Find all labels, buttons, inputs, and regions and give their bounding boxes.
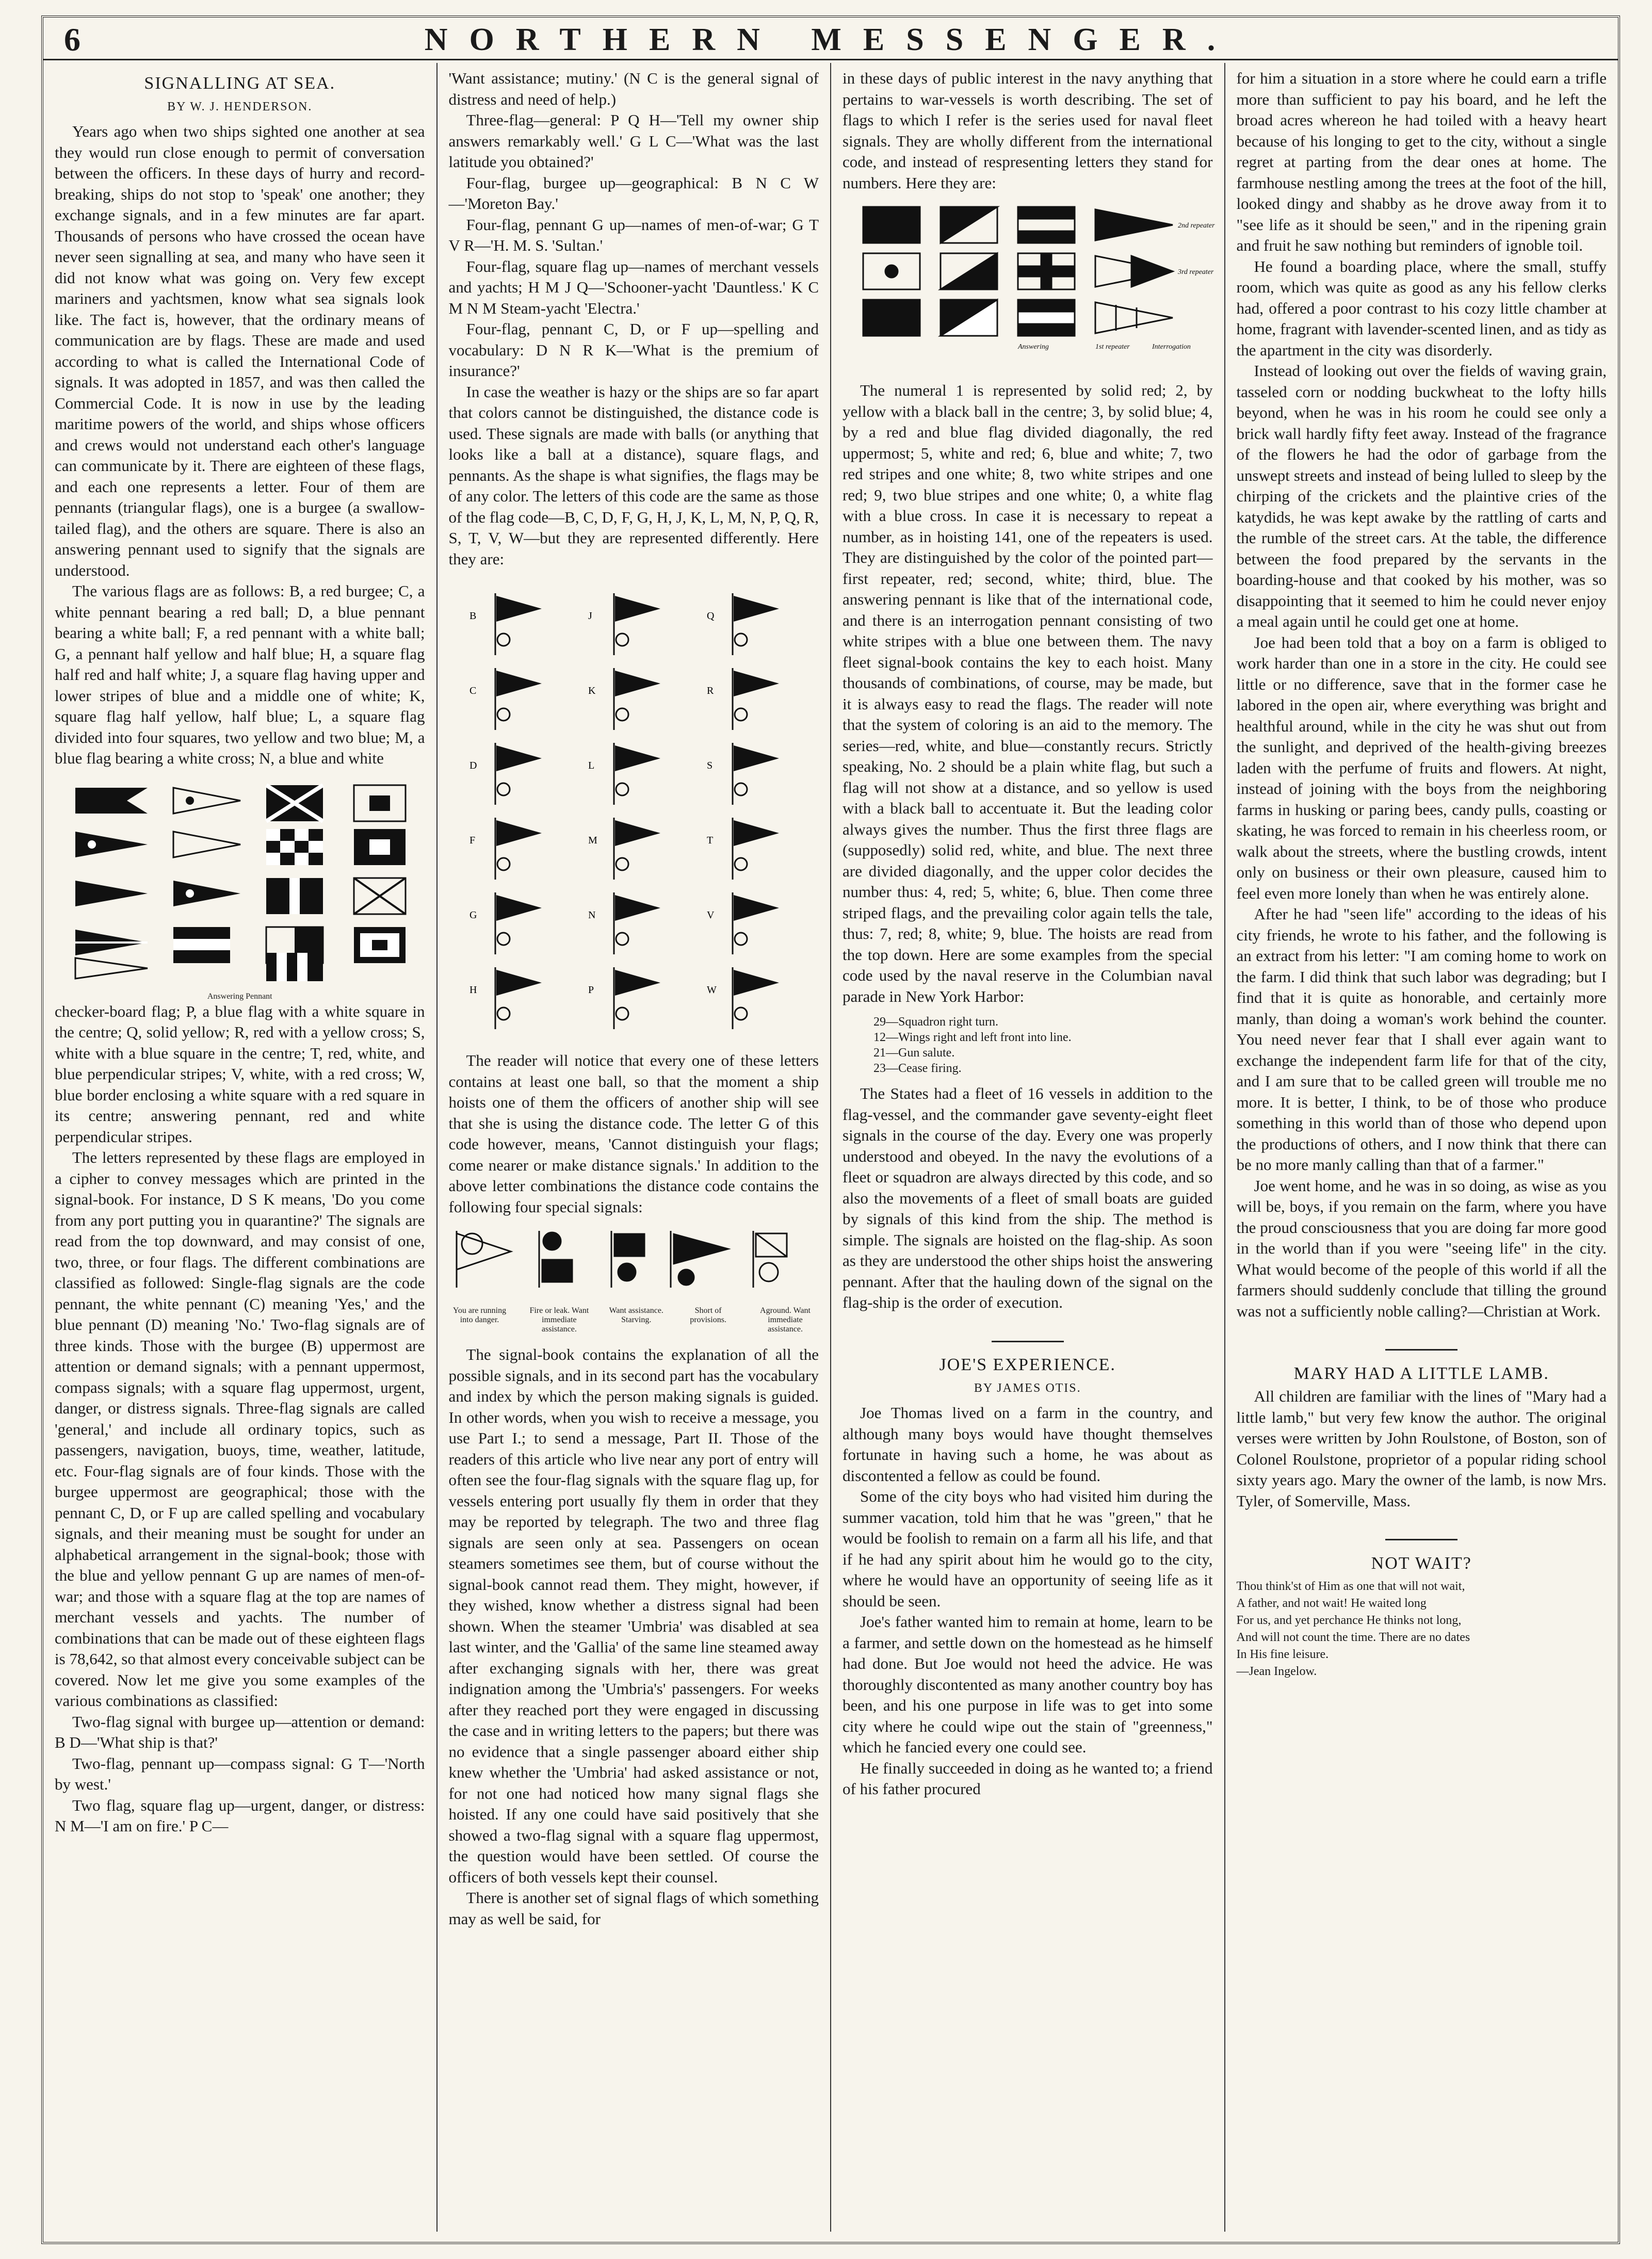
column-1 — [43, 63, 438, 2232]
signal-ball — [497, 708, 510, 721]
figure-caption: Aground. Want immediate assistance. — [760, 1306, 811, 1334]
figure-caption: You are running into danger. — [452, 1306, 507, 1324]
distance-letter: P — [588, 984, 594, 996]
signal-pennant — [734, 820, 779, 846]
article-title: SIGNALLING AT SEA. — [144, 74, 336, 93]
flag-label: 3rd repeater — [1178, 268, 1214, 276]
distance-letter: F — [469, 835, 475, 846]
figure-caption: Short of provisions. — [690, 1306, 726, 1324]
distance-letter: L — [588, 760, 594, 771]
paragraph: Joe Thomas lived on a farm in the country, and although many boys would have thought themselves fortunate in having such a home, he was about as discontented a fellow as could be found. — [843, 1404, 1213, 1485]
paragraph: Two flag, square flag up—urgent, danger, or distress: N M—'I am on fire.' P C— — [55, 1796, 425, 1835]
paragraph: He finally succeeded in doing as he wanted to; a friend of his father procured — [843, 1759, 1213, 1798]
paragraph: in these days of public interest in the navy anything that pertains to war-vessels is worth describing. The set of flags to which I refer is the series used for naval fleet signals. They are wholly different from the international code, and instead of respresenting letters they stand for numbers. Here they are: — [843, 69, 1213, 192]
signal-ball — [735, 783, 747, 795]
signal-pennant — [734, 745, 779, 771]
column-2 — [438, 63, 832, 2232]
list-item: 12—Wings right and left front into line. — [873, 1031, 1072, 1044]
newspaper-page — [41, 15, 1620, 2244]
poem — [1237, 1578, 1607, 1680]
paper-title: NORTHERN MESSENGER. — [424, 22, 1237, 57]
signal-ball — [616, 708, 628, 721]
signal-ball — [616, 858, 628, 870]
signal-ball — [616, 933, 628, 945]
naval-flags-figure — [843, 202, 1215, 372]
signal-ball — [616, 633, 628, 646]
poem-line: And will not count the time. There are no dates — [1236, 1631, 1470, 1644]
repeater-1 — [1095, 209, 1173, 240]
distance-letter: V — [706, 909, 714, 921]
column-4 — [1225, 63, 1618, 2232]
section-divider — [1237, 1335, 1607, 1356]
signal-ball — [497, 933, 510, 945]
signal-pennant — [734, 970, 779, 996]
signal-pennant — [734, 895, 779, 921]
international-flags-figure — [55, 777, 416, 984]
signal-ball — [497, 783, 510, 795]
distance-code-figure — [449, 578, 810, 1042]
signal-pennant — [615, 596, 660, 622]
poem-line: —Jean Ingelow. — [1236, 1665, 1317, 1678]
signal-pennant — [496, 596, 542, 622]
flag-label: Answering — [1018, 343, 1049, 351]
distance-letter: W — [706, 984, 717, 996]
section-divider — [1237, 1525, 1607, 1546]
pennant-flag — [173, 832, 240, 857]
paragraph: Joe had been told that a boy on a farm is obliged to work harder than one in a store in the city. He could see little or no difference, save that in the former case he labored in the open air, where everything was bright and healthful around, while in the city he was shut out from the sunlight, and deprived of the health-giving breezes laden with the perfume of fruits and flowers. At night, instead of joining with the boys from the neighboring farms in husking or paring bees, candy pulls, coasting or skating, he was forced to remain in his cheerless room, or walk about the streets, where the bustling crowds, intent only on business or their own pleasure, caused him to feel even more lonely than when he was entirely alone. — [1236, 633, 1607, 902]
paragraph: All children are familiar with the lines of "Mary had a little lamb," but very few know the author. The original verses were written by John Roulstone, of Boston, son of Colonel Roulstone, proprietor of a popular riding school sixty years ago. Mary the owner of the lamb, is now Mrs. Tyler, of Somerville, Mass. — [1236, 1387, 1607, 1510]
signal-ball — [616, 1007, 628, 1020]
flag-row-4 — [75, 927, 406, 963]
list-item: 29—Squadron right turn. — [873, 1015, 998, 1029]
paragraph: The numeral 1 is represented by solid red; 2, by yellow with a black ball in the centre; 3, by solid blue; 4, by a red and blue flag divided diagonally, the red uppermost; 5, white and red; 6, blue and white; 7, two red stripes and one white; 8, two white stripes and one red; 9, two blue stripes and one white; 0, a white flag with a blue cross. In case it is necessary to repeat a number, as in hoisting 141, one of the repeaters is used. They are distinguished by the color of the pointed part—first repeater, red; second, white; third, blue. The answering pennant is like that of the international code, and there is an interrogation pennant consisting of two white stripes with a blue one between them. The navy fleet signal-book contains the key to each hoist. Many thousands of combinations, of course, may be made, but it is always easy to read the flags. The reader will note that the system of coloring is an aid to the memory. The series—red, white, and blue—constantly recurs. Strictly speaking, No. 2 should be a plain white flag, but such a flag will not show at a distance, and so yellow is used with a black ball to accentuate it. But the leading color always gives the number. Thus the first three flags are (supposedly) solid red, white, and blue. The next three are divided diagonally, and the upper color decides the number thus: 4, red; 5, white; 6, blue. Then come three striped flags, and the prevailing color again tells the tale, thus: 7, red; 8, white; 9, blue. The hoists are read from the top down. Here are some examples from the special code used by the naval reserve in the Columbian naval parade in New York Harbor: — [843, 381, 1213, 1005]
signal-pennant — [496, 820, 542, 846]
paragraph: Four-flag, burgee up—geographical: B N C W—'Moreton Bay.' — [448, 173, 819, 213]
pennant-flag — [75, 881, 148, 906]
distance-letter: T — [706, 835, 713, 846]
signal-pennant — [496, 970, 542, 996]
square-flag — [266, 953, 323, 981]
paragraph: Four-flag, pennant G up—names of men-of-war; G T V R—'H. M. S. 'Sultan.' — [448, 215, 819, 254]
paragraph: Joe went home, and he was in so doing, as wise as you will be, boys, if you remain on the farm, where you have the proud consciousness that you are doing far more good in the world than if you were "seeing life" in the city. What would become of the people of this world if all the farmers should suddenly conclude that tilling the ground was not a sufficiently noble calling?—Christian at Work. — [1236, 1176, 1607, 1320]
columns — [43, 63, 1618, 2232]
paragraph: Two-flag signal with burgee up—attention or demand: B D—'What ship is that?' — [55, 1712, 425, 1751]
signal-ball — [497, 633, 510, 646]
paragraph: There is another set of signal flags of which something may as well be said, for — [448, 1889, 819, 1928]
burgee-flag — [75, 788, 148, 814]
article-byline: BY W. J. HENDERSON. — [167, 100, 313, 113]
paragraph: checker-board flag; P, a blue flag with a white square in the centre; Q, solid yellow; R, red with a yellow cross; S, white with a blue square in the centre; T, red, white, and blue perpendicular stripes; V, white, with a red cross; W, blue border enclosing a white square with a red square in its centre; answering pennant, red and white perpendicular stripes. — [55, 1002, 425, 1146]
masthead — [43, 18, 1618, 60]
figure-captions-row — [449, 1306, 819, 1334]
flag-row-3 — [75, 878, 406, 914]
pennant-flag — [75, 832, 148, 857]
distance-letter: C — [469, 685, 476, 696]
pennant-ball — [186, 797, 194, 805]
pennant-flag — [173, 881, 240, 906]
paragraph: The States had a fleet of 16 vessels in addition to the flag-vessel, and the commander gave seventy-eight fleet signals in the course of the day. Every one was properly understood and obeyed. In the navy the evolutions of a fleet or squadron are always directed by this code, and so also the movements of a fleet of small boats are guided by signals of this kind from the ship. The method is simple. The signals are hoisted on the flag-ship. As soon as they are understood the other ships hoist the answering pennant. After that the hauling down of the signal on the flag-ship is the order of execution. — [843, 1084, 1213, 1311]
distance-letter: J — [588, 610, 592, 622]
flag-1 — [863, 207, 920, 243]
signal-pennant — [496, 745, 542, 771]
flag-row-1 — [75, 785, 406, 821]
flag-3 — [863, 300, 920, 336]
page-number: 6 — [64, 21, 80, 58]
poem-line: In His fine leisure. — [1236, 1648, 1329, 1661]
list-item: 23—Cease firing. — [873, 1062, 962, 1075]
paragraph: The reader will notice that every one of these letters contains at least one ball, so that the moment a ship hoists one of them the officers of another ship will see that she is using the distance code. The letter G of this code however, means, 'Cannot distinguish your flags; come nearer or make distance signals.' In addition to the above letter combinations the distance code contains the following four special signals: — [448, 1051, 819, 1216]
paragraph: The letters represented by these flags are employed in a cipher to convey messages which are printed in the signal-book. For instance, D S K means, 'Do you come from any port putting you in quarantine?' The signals are read from the top downward, and may consist of one, two, three, or four flags. The different combinations are classified as followed: Single-flag signals are the code pennant, the white pennant (C) meaning 'Yes,' and the blue pennant (D) meaning 'No.' Two-flag signals are of three kinds. Those with the burgee (B) uppermost are attention or demand signals; with a pennant uppermost, compass signals; with a square flag uppermost, urgent, danger, or distress signals. Three-flag signals are called 'general,' and include all ordinary topics, such as passengers, navigation, buoys, time, weather, latitude, etc. Four-flag signals are of four kinds. Those with the burgee uppermost are geographical; those with the pennant C, D, or F up are called spelling and vocabulary signals, and their meaning must be sought for under an alphabetical arrangement in the signal-book; those with the blue and yellow pennant G up are names of men-of-war; and those with a square flag at the top are names of merchant vessels and yachts. The number of combinations that can be made out of these eighteen flags is 78,642, so that almost every conceivable subject can be covered. Now let me give you some examples of the various combinations as classified: — [55, 1148, 425, 1710]
paragraph: Instead of looking out over the fields of waving grain, tasseled corn or nodding buckwheat to the lofty hills beyond, when he was in his room he could see only a brick wall hardly fifty feet away. Instead of the fragrance of the flowers he had the odor of garbage from the unswept streets and instead of being lulled to sleep by the chirping of the crickets and the plaintive cries of the katydids, he was kept awake by the rattling of carts and the rumble of the street cars. At the table, the difference between the food prepared by the servants in the boarding-house and that cooked by his mother, was so disappointing that it seemed to him he could never enjoy a meal again until he could get one at home. — [1236, 362, 1607, 630]
list-item: 21—Gun salute. — [873, 1046, 955, 1060]
paragraph: He found a boarding place, where the small, stuffy room, which was quite as good as any his fellow clerks had, offered a poor contrast to his cozy little chamber at home, fragrant with lavender-scented linen, and as tidy as the apartment in the city was disorderly. — [1236, 257, 1607, 359]
paragraph: Three-flag—general: P Q H—'Tell my owner ship answers remarkably well.' G L C—'What was the last latitude you obtained?' — [448, 111, 819, 171]
signal-ball — [616, 783, 628, 795]
paragraph: Four-flag, pennant C, D, or F up—spelling and vocabulary: D N R K—'What is the premium of insurance?' — [448, 320, 819, 380]
section-divider — [843, 1327, 1213, 1348]
distance-letter: B — [469, 610, 476, 622]
article-title: MARY HAD A LITTLE LAMB. — [1293, 1363, 1549, 1383]
distance-letter: M — [588, 835, 597, 846]
paragraph: Some of the city boys who had visited him during the summer vacation, told him that he was "green," that he would be foolish to remain on a farm all his life, and that if he had any spirit about him he would go to the city, where he would have an opportunity of seeing life as it should be seen. — [843, 1487, 1213, 1610]
flag-label: 1st repeater — [1095, 343, 1130, 351]
signal-pennant — [615, 745, 660, 771]
distance-letter: D — [469, 760, 477, 771]
signal-pennant — [496, 671, 542, 696]
signal-pennant — [734, 596, 779, 622]
paragraph: 'Want assistance; mutiny.' (N C is the general signal of distress and need of help.) — [448, 69, 819, 108]
naval-examples-list — [873, 1014, 1213, 1076]
distance-letter: N — [588, 909, 595, 921]
distance-letter: R — [706, 685, 714, 696]
flag-row-2 — [75, 829, 406, 865]
signal-ball — [497, 1007, 510, 1020]
paragraph: The signal-book contains the explanation of all the possible signals, and in its second part has the vocabulary and index by which the person making signals is guided. In other words, when you wish to receive a message, you use Part I.; to send a message, Part II. Those of the readers of this article who live near any port of entry will often see the four-flag signals with the square flag up, for vessels entering port usually fly them in order that they may be reported by telegraph. The two and three flag signals are seen only at sea. Passengers on ocean steamers sometimes see them, but of course without the signal-book cannot read them. They might, however, if they wished, know whether a distress signal had been shown. When the steamer 'Umbria' was disabled at sea last winter, and the 'Gallia' of the same line steamed away after exchanging signals with her, there was great indignation among the 'Umbria's' passengers. For weeks after they reached port they were engaged in discussing the case and in writing letters to the papers; but there was no evidence that a single passenger aboard either ship knew whether the 'Umbria' had asked assistance or not, for not one had noticed how many signal flags she hoisted. If any one could have said positively that she showed a two-flag signal with a square flag uppermost, the question would have been settled. Of course the officers of both vessels kept their counsel. — [448, 1345, 819, 1886]
signal-ball — [735, 633, 747, 646]
flag-label: 2nd repeater — [1178, 222, 1215, 230]
column-3 — [831, 63, 1225, 2232]
signal-ball — [497, 858, 510, 870]
signal-ball — [735, 933, 747, 945]
figure-caption: Want assistance. Starving. — [609, 1306, 663, 1324]
poem-line: A father, and not wait! He waited long — [1236, 1597, 1427, 1610]
signal-pennant — [615, 671, 660, 696]
pennant-flag — [173, 788, 240, 814]
poem-line: Thou think'st of Him as one that will not wait, — [1236, 1580, 1465, 1593]
signal-ball — [735, 708, 747, 721]
signal-ball — [735, 1007, 747, 1020]
signal-pennant — [615, 895, 660, 921]
distance-letter: G — [469, 909, 477, 921]
signal-pennant — [615, 820, 660, 846]
special-signals-figure — [449, 1226, 810, 1298]
distance-letter: H — [469, 984, 477, 996]
paragraph: for him a situation in a store where he could earn a trifle more than sufficient to pay his board, and he left the broad acres whereon he had toiled with a heavy heart because of his longing to get to the city, without a single regret at parting from the dear ones at home. The farmhouse nestling among the trees at the foot of the hill, looked dingy and shabby as he drove away from it to "see life as it should be seen," and in the ripening grain and fruit he saw nothing but reminders of ignoble toil. — [1236, 69, 1607, 254]
article-title: JOE'S EXPERIENCE. — [939, 1355, 1116, 1374]
paragraph: After he had "seen life" according to the ideas of his city friends, he wrote to his father, and the following is an extract from his letter: "I am coming home to work on the farm. I did think that such labor was degrading; but I find that it is quite as honorable, and certainly more manly, than doing a woman's work behind the counter. You need never fear that I shall ever again want to exchange the independent farm life for that of the city, and I am sure that to be called green will trouble me no more. It is better, I think, to be of those who produce something in this world than of those who depend upon the productions of others, and I now think that there can be no more manly calling than that of a farmer." — [1236, 905, 1607, 1174]
paragraph: Joe's father wanted him to remain at home, learn to be a farmer, and settle down on the homestead as he himself had done. But Joe would not heed the advice. He was thoroughly discontented as many another country boy has been, and his one purpose in life was to get into some city where he could wipe out the stain of "greenness," which he fancied every one could see. — [843, 1613, 1213, 1756]
signal-pennant — [496, 895, 542, 921]
distance-letter: S — [706, 760, 712, 771]
paragraph: In case the weather is hazy or the ships are so far apart that colors cannot be distinguished, the distance code is used. These signals are made with balls (or anything that looks like a ball at a distance), square flags, and pennants. As the shape is what signifies, the flags may be of any color. The letters of this code are the same as those of the flag code—B, C, D, F, G, H, J, K, L, M, N, P, Q, R, S, T, V, W—but they are represented differently. Here they are: — [448, 382, 819, 568]
distance-letter: Q — [706, 610, 714, 622]
figure-caption: Answering Pennant — [207, 992, 272, 1001]
paragraph: The various flags are as follows: B, a red burgee; C, a white pennant bearing a red ball; D, a blue pennant bearing a white ball; F, a red pennant with a white ball; G, a pennant half yellow and half blue; H, a square flag half red and half white; J, a square flag having upper and lower stripes of blue and a middle one of white; K, square flag half yellow, half blue; L, a square flag divided into four squares, two yellow and two blue; M, a blue flag bearing a white cross; N, a blue and white — [55, 582, 425, 767]
article-byline: BY JAMES OTIS. — [974, 1381, 1081, 1395]
article-title: NOT WAIT? — [1371, 1553, 1472, 1573]
signal-pennant — [615, 970, 660, 996]
figure-caption: Fire or leak. Want immediate assistance. — [529, 1306, 589, 1334]
signal-ball — [735, 858, 747, 870]
pennant-flag — [75, 958, 148, 979]
poem-line: For us, and yet perchance He thinks not long, — [1236, 1614, 1462, 1627]
distance-letter: K — [588, 685, 595, 696]
signal-pennant — [734, 671, 779, 696]
answering-pennant — [1095, 302, 1173, 333]
paragraph: Four-flag, square flag up—names of merchant vessels and yachts; H M J Q—'Schooner-yacht 'Dauntless.' K C M N M Steam-yacht 'Electra.' — [448, 257, 819, 317]
paragraph: Two-flag, pennant up—compass signal: G T—'North by west.' — [55, 1754, 425, 1793]
paragraph: Years ago when two ships sighted one another at sea they would run close enough to permit of conversation between the officers. In these days of hurry and record-breaking, ships do not stop to 'speak' one another; they exchange signals, and in a few minutes are far apart. Thousands of persons who have crossed the ocean have never seen signalling at sea, and many who have seen it did not know what was going on. Very few except mariners and yachtsmen, know what sea signals look like. The fact is, however, that the ordinary means of communication are by flags. These are made and used according to what is called the International Code of signals. It was adopted in 1857, and was then called the Commercial Code. It is now in use by the leading maritime powers of the world, and ships whose officers and crews would not understand each other's language can communicate by it. There are eighteen of these flags, and each one represents a letter. Four of them are pennants (triangular flags), one is a burgee (a swallow-tailed flag), and the others are square. There is also an answering pennant used to signify that the signals are understood. — [55, 122, 425, 579]
flag-label: Interrogation — [1152, 343, 1191, 351]
